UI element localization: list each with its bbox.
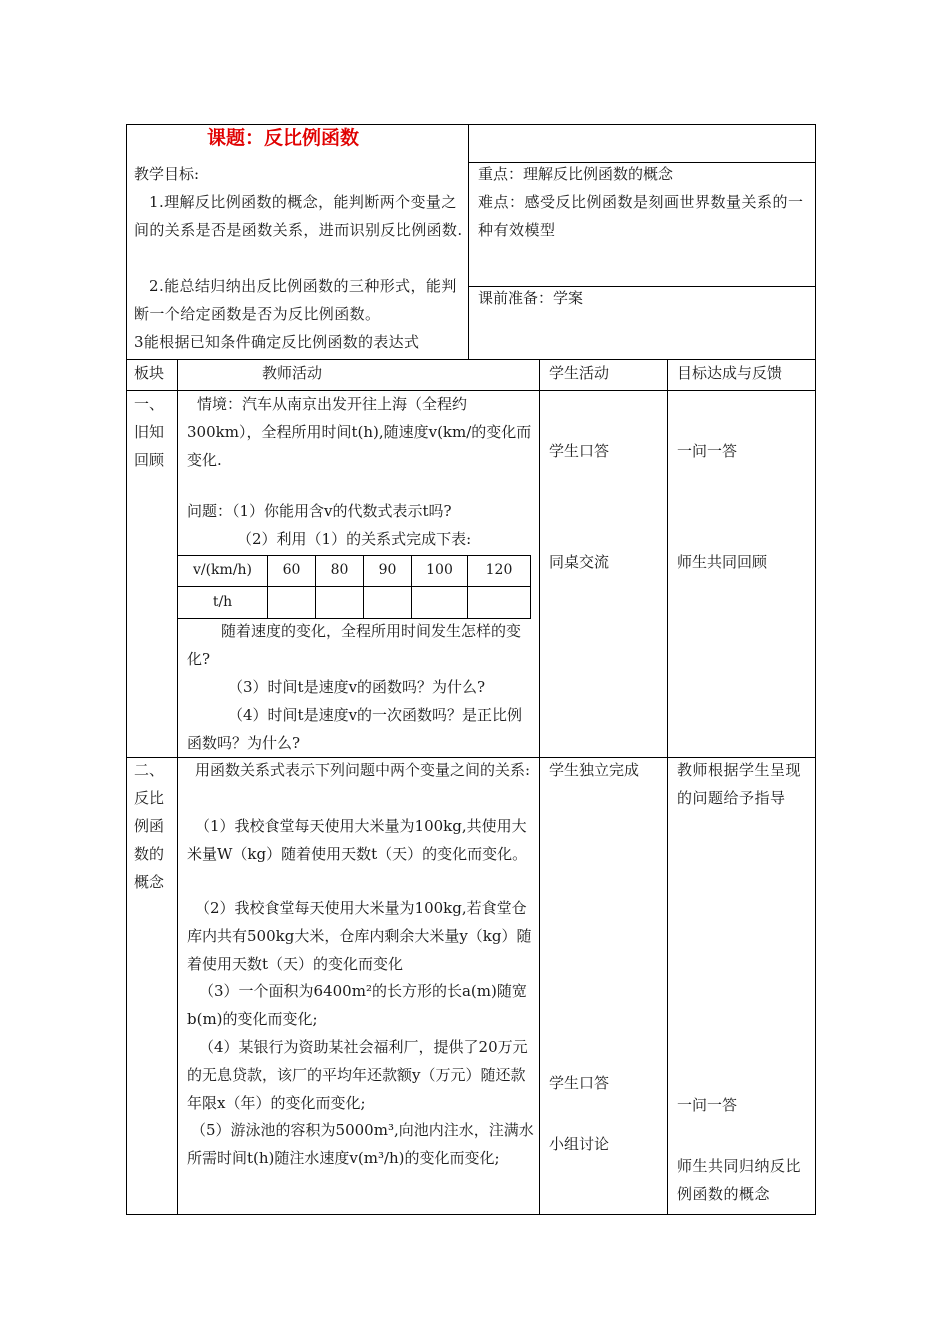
section1-q2: （2）利用（1）的关系式完成下表: <box>237 530 472 548</box>
section2-item-1: （1）我校食堂每天使用大米量为100kg,共使用大米量W（kg）随着使用天数t（天）的变化而变化。 <box>187 817 528 863</box>
section2-item-2: （2）我校食堂每天使用大米量为100kg,若食堂仓库内共有500kg大米，仓库内剩余大米量y（kg）随着使用天数t（天）的变化而变化 <box>187 899 532 973</box>
section2-block: 二、反比例函数的概念 <box>134 761 165 891</box>
table-cell: 60 <box>282 562 301 578</box>
section1-after-table: 随着速度的变化，全程所用时间发生怎样的变化? <box>187 622 522 668</box>
column-teacher: 教师活动 <box>262 364 323 382</box>
section2-feedback-1: 教师根据学生呈现的问题给予指导 <box>677 761 802 807</box>
section2-student-2: 学生口答 <box>549 1074 610 1092</box>
table-cell: 120 <box>485 562 513 578</box>
section1-student-2: 同桌交流 <box>549 553 610 571</box>
column-student: 学生活动 <box>549 364 610 382</box>
section1-q1: 问题：（1）你能用含v的代数式表示t吗? <box>187 502 452 520</box>
section2-item-4: （4）某银行为资助某社会福利厂，提供了20万元的无息贷款，该厂的平均年还款额y（万元）随还款年限x（年）的变化而变化; <box>187 1038 528 1112</box>
table-cell: 90 <box>378 562 397 578</box>
section1-q4: （4）时间t是速度v的一次函数吗？是正比例函数吗？为什么? <box>187 706 523 752</box>
section2-student-3: 小组讨论 <box>549 1135 610 1153</box>
section1-q3: （3）时间t是速度v的函数吗？为什么? <box>228 678 486 696</box>
section1-feedback-2: 师生共同回顾 <box>677 553 768 571</box>
column-block: 板块 <box>134 364 165 382</box>
section1-feedback-1: 一问一答 <box>677 442 738 460</box>
section2-feedback-3: 师生共同归纳反比例函数的概念 <box>677 1157 802 1203</box>
section1-intro: 情境：汽车从南京出发开往上海（全程约300km），全程所用时间t(h),随速度v(km/的变化而变化. <box>187 395 532 469</box>
page-title: 课题：反比例函数 <box>207 127 360 149</box>
goals-label: 教学目标: <box>134 165 200 183</box>
section1-student-1: 学生口答 <box>549 442 610 460</box>
goal-1: 1.理解反比例函数的概念，能判断两个变量之间的关系是否是函数关系，进而识别反比例函数. <box>134 193 463 239</box>
section1-block: 一、旧知回顾 <box>134 395 165 469</box>
difficulty: 难点：感受反比例函数是刻画世界数量关系的一种有效模型 <box>478 193 804 239</box>
section2-item-3: （3）一个面积为6400m²的长方形的长a(m)随宽b(m)的变化而变化; <box>187 982 527 1028</box>
column-feedback: 目标达成与反馈 <box>677 364 783 382</box>
table-t-label: t/h <box>212 594 233 610</box>
section2-feedback-2: 一问一答 <box>677 1096 738 1114</box>
goal-2: 2.能总结归纳出反比例函数的三种形式，能判断一个给定函数是否为反比例函数。 <box>134 277 457 323</box>
key-point: 重点：理解反比例函数的概念 <box>478 165 674 183</box>
preparation: 课前准备：学案 <box>478 289 584 307</box>
section2-student-1: 学生独立完成 <box>549 761 640 779</box>
goal-3: 3能根据已知条件确定反比例函数的表达式 <box>134 333 420 351</box>
table-cell: 100 <box>426 562 453 578</box>
table-v-label: v/(km/h) <box>192 562 253 578</box>
section2-item-5: （5）游泳池的容积为5000m³,向池内注水，注满水所需时间t(h)随注水速度v(m³/h)的变化而变化; <box>187 1121 534 1167</box>
section2-intro: 用函数关系式表示下列问题中两个变量之间的关系: <box>195 761 531 779</box>
table-cell: 80 <box>330 562 349 578</box>
